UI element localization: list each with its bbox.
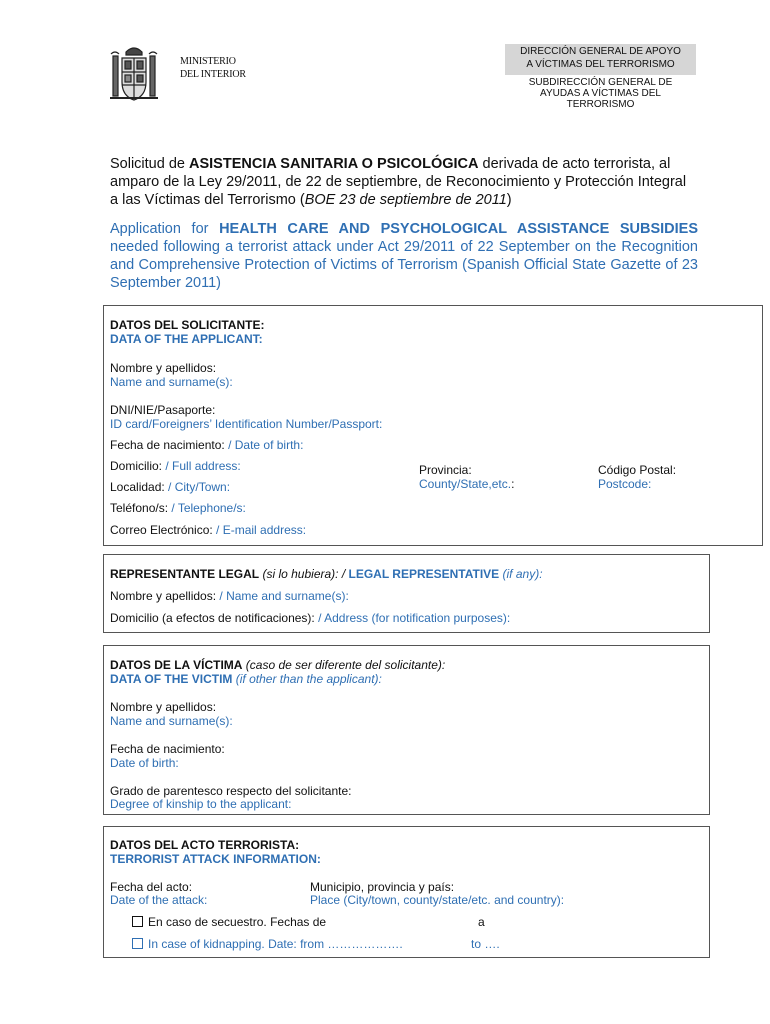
victim-name-label-en: Name and surname(s): (110, 714, 233, 728)
victim-note-es: (caso de ser diferente del solicitante): (242, 658, 446, 672)
directorate-line: DIRECCIÓN GENERAL DE APOYO (520, 46, 681, 57)
title-es-bold: ASISTENCIA SANITARIA O PSICOLÓGICA (189, 156, 479, 172)
legal-rep-note-en: (if any): (499, 567, 543, 581)
address-label (110, 459, 241, 473)
applicant-heading: DATOS DEL SOLICITANTE: (110, 318, 265, 332)
legal-rep-address-es: Domicilio (a efectos de notificaciones): (110, 611, 315, 625)
kidnap-to-label: a (478, 915, 485, 929)
kidnap-row (132, 915, 326, 929)
directorate-box (505, 44, 696, 75)
victim-note-en: (if other than the applicant): (232, 672, 382, 686)
attack-heading-en: TERRORIST ATTACK INFORMATION: (110, 852, 321, 866)
ministry-name (180, 55, 246, 81)
attack-section (103, 826, 710, 958)
applicant-section (103, 305, 763, 546)
subdirectorate (505, 77, 696, 110)
kidnap-label: En caso de secuestro. Fechas de (148, 915, 327, 929)
directorate-line: A VÍCTIMAS DEL TERRORISMO (526, 59, 675, 70)
victim-section (103, 645, 710, 815)
title-english (110, 220, 698, 292)
title-es-suffix: ) (506, 192, 512, 208)
province-colon: : (511, 477, 515, 491)
attack-date-label: Fecha del acto: (110, 880, 193, 894)
address-label-es: Domicilio: (110, 459, 163, 473)
attack-date-label-en: Date of the attack: (110, 893, 208, 907)
id-label-en: ID card/Foreigners’ Identification Number/Passport: (110, 417, 383, 431)
victim-heading-es: DATOS DE LA VÍCTIMA (110, 658, 243, 672)
kidnap-row-en (132, 937, 403, 951)
province-label-en-wrap (419, 477, 514, 491)
id-label: DNI/NIE/Pasaporte: (110, 403, 216, 417)
victim-birth-label: Fecha de nacimiento: (110, 742, 225, 756)
victim-heading-en-line (110, 672, 382, 686)
legal-rep-name-en: / Name and surname(s): (216, 589, 349, 603)
kidnap-label-en: In case of kidnapping. Date: from ………………. (148, 937, 403, 951)
name-label: Nombre y apellidos: (110, 361, 217, 375)
postcode-label: Código Postal: (598, 463, 677, 477)
postcode-label-en: Postcode: (598, 477, 652, 491)
subdirectorate-line: SUBDIRECCIÓN GENERAL DE (528, 77, 673, 88)
title-en-bold: HEALTH CARE AND PSYCHOLOGICAL ASSISTANCE SUBSIDIES (219, 221, 699, 237)
address-label-en: / Full address: (162, 459, 241, 473)
phone-label (110, 501, 246, 515)
legal-rep-heading (110, 567, 543, 581)
subdirectorate-line: TERRORISMO (566, 99, 635, 110)
ministry-line: DEL INTERIOR (180, 69, 246, 80)
title-spanish (110, 155, 698, 209)
title-en-prefix: Application for (110, 221, 220, 237)
title-es-prefix: Solicitud de (110, 156, 189, 172)
kidnap-checkbox-en[interactable] (132, 938, 143, 949)
legal-rep-name-es: Nombre y apellidos: (110, 589, 217, 603)
title-es-mid: derivada de acto terrorista, al amparo de la Ley 29/2011, de 22 de septiembre, de Reconocimiento y Protección Integral a las Víctimas del Terrorismo ( (110, 156, 687, 208)
city-label-en: / City/Town: (164, 480, 231, 494)
subdirectorate-line: AYUDAS A VÍCTIMAS DEL (540, 88, 661, 99)
attack-heading: DATOS DEL ACTO TERRORISTA: (110, 838, 300, 852)
province-label: Provincia: (419, 463, 472, 477)
province-label-en: County/State,etc. (419, 477, 512, 491)
city-label (110, 480, 230, 494)
ministry-line: MINISTERIO (180, 56, 236, 67)
birth-label-es: Fecha de nacimiento: (110, 438, 225, 452)
phone-label-en: / Telephone/s: (168, 501, 246, 515)
phone-label-es: Teléfono/s: (110, 501, 169, 515)
birth-label (110, 438, 303, 452)
legal-rep-name-label (110, 589, 349, 603)
legal-rep-heading-es: REPRESENTANTE LEGAL (110, 567, 260, 581)
title-es-italic: BOE 23 de septiembre de 2011 (304, 192, 507, 208)
legal-representative-section (103, 554, 710, 633)
attack-place-label: Municipio, provincia y país: (310, 880, 455, 894)
kinship-label: Grado de parentesco respecto del solicitante: (110, 784, 352, 798)
email-label (110, 523, 306, 537)
email-label-es: Correo Electrónico: (110, 523, 213, 537)
legal-rep-address-label (110, 611, 510, 625)
attack-place-label-en: Place (City/town, county/state/etc. and country): (310, 893, 565, 907)
kidnap-checkbox[interactable] (132, 916, 143, 927)
name-label-en: Name and surname(s): (110, 375, 233, 389)
kidnap-to-label-en: to …. (471, 937, 500, 951)
title-en-rest: needed following a terrorist attack under Act 29/2011 of 22 September on the Recognition and Comprehensive Protection of Victims of Terrorism (Spanish Official State Gazette of 23 September 2011) (110, 239, 698, 291)
birth-label-en: / Date of birth: (224, 438, 304, 452)
coat-of-arms-logo (108, 42, 160, 104)
victim-heading (110, 658, 445, 672)
city-label-es: Localidad: (110, 480, 165, 494)
legal-rep-address-en: / Address (for notification purposes): (314, 611, 511, 625)
applicant-heading-en: DATA OF THE APPLICANT: (110, 332, 263, 346)
victim-heading-en: DATA OF THE VICTIM (110, 672, 233, 686)
kinship-label-en: Degree of kinship to the applicant: (110, 797, 292, 811)
email-label-en: / E-mail address: (212, 523, 307, 537)
victim-birth-label-en: Date of birth: (110, 756, 179, 770)
victim-name-label: Nombre y apellidos: (110, 700, 217, 714)
legal-rep-heading-en: LEGAL REPRESENTATIVE (348, 567, 500, 581)
legal-rep-note-es: (si lo hubiera): / (259, 567, 349, 581)
